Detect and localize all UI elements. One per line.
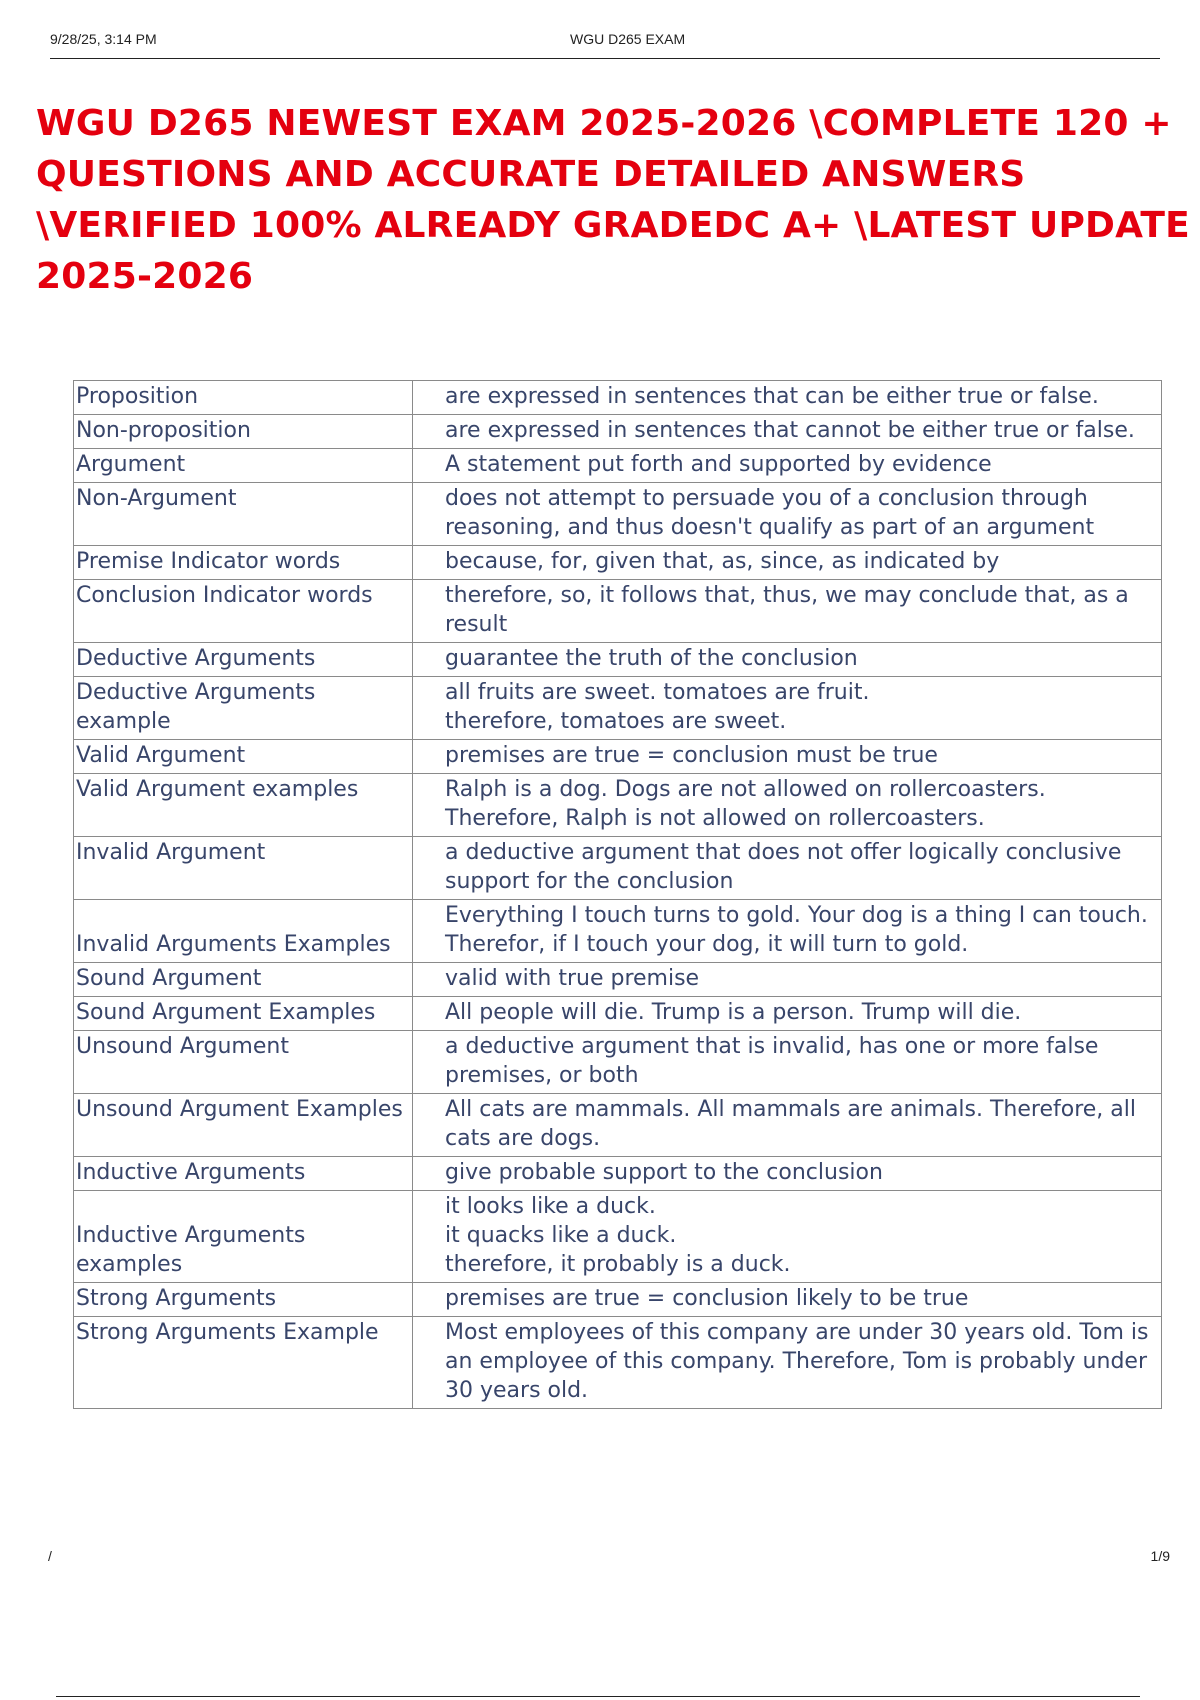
term-cell: Invalid Argument [74,837,413,900]
table-row [74,415,1162,449]
table-row [74,449,1162,483]
term-cell: Valid Argument [74,740,413,774]
term-cell: Strong Arguments Example [74,1317,413,1409]
definition-cell: Ralph is a dog. Dogs are not allowed on rollercoasters. Therefore, Ralph is not allowed on rollercoasters. [413,774,1162,837]
term-cell: Proposition [74,381,413,415]
table-row [74,900,1162,963]
term-cell: Non-proposition [74,415,413,449]
term-cell: Unsound Argument Examples [74,1094,413,1157]
term-cell: Deductive Arguments example [74,677,413,740]
table-row [74,1283,1162,1317]
definition-cell: All people will die. Trump is a person. Trump will die. [413,997,1162,1031]
term-cell: Conclusion Indicator words [74,580,413,643]
table-row [74,1094,1162,1157]
term-cell: Strong Arguments [74,1283,413,1317]
definition-cell: a deductive argument that does not offer logically conclusive support for the conclusion [413,837,1162,900]
definition-cell: does not attempt to persuade you of a conclusion through reasoning, and thus doesn't qualify as part of an argument [413,483,1162,546]
table-row [74,1191,1162,1283]
term-cell: Valid Argument examples [74,774,413,837]
table-row [74,580,1162,643]
definition-cell: are expressed in sentences that can be either true or false. [413,381,1162,415]
print-doc-title: WGU D265 EXAM [570,31,686,47]
definition-cell: valid with true premise [413,963,1162,997]
definition-cell: guarantee the truth of the conclusion [413,643,1162,677]
definition-cell: Everything I touch turns to gold. Your dog is a thing I can touch. Therefor, if I touch your dog, it will turn to gold. [413,900,1162,963]
table-row [74,837,1162,900]
definition-cell: premises are true = conclusion must be true [413,740,1162,774]
table-row [74,1157,1162,1191]
table-row [74,963,1162,997]
table-row [74,546,1162,580]
definition-cell: therefore, so, it follows that, thus, we may conclude that, as a result [413,580,1162,643]
definition-cell: all fruits are sweet. tomatoes are fruit. therefore, tomatoes are sweet. [413,677,1162,740]
table-row [74,997,1162,1031]
flashcard-table [73,380,1162,1409]
term-cell: Argument [74,449,413,483]
table-row [74,483,1162,546]
page-number: 1/9 [1150,1548,1170,1564]
print-datetime: 9/28/25, 3:14 PM [50,31,157,47]
term-cell: Inductive Arguments [74,1157,413,1191]
definition-cell: a deductive argument that is invalid, has one or more false premises, or both [413,1031,1162,1094]
definition-cell: premises are true = conclusion likely to be true [413,1283,1162,1317]
print-header [50,28,1160,59]
term-cell: Non-Argument [74,483,413,546]
definition-cell: are expressed in sentences that cannot be either true or false. [413,415,1162,449]
term-cell: Inductive Arguments examples [74,1191,413,1283]
definition-cell: give probable support to the conclusion [413,1157,1162,1191]
term-cell: Invalid Arguments Examples [74,900,413,963]
term-cell: Premise Indicator words [74,546,413,580]
table-row [74,740,1162,774]
term-cell: Deductive Arguments [74,643,413,677]
definition-cell: A statement put forth and supported by evidence [413,449,1162,483]
term-cell: Sound Argument Examples [74,997,413,1031]
page-title: WGU D265 NEWEST EXAM 2025-2026 \COMPLETE 120 + QUESTIONS AND ACCURATE DETAILED ANSWERS \VERIFIED 100% ALREADY GRADEDC A+ \LATEST UPDATE 2025-2026 [36,103,1190,297]
table-row [74,1317,1162,1409]
definition-cell: All cats are mammals. All mammals are animals. Therefore, all cats are dogs. [413,1094,1162,1157]
term-cell: Sound Argument [74,963,413,997]
bottom-divider [56,1696,1140,1697]
flashcard-table-body [74,381,1162,1409]
term-cell: Unsound Argument [74,1031,413,1094]
table-row [74,643,1162,677]
footer-path: / [48,1548,52,1564]
table-row [74,381,1162,415]
definition-cell: it looks like a duck. it quacks like a duck. therefore, it probably is a duck. [413,1191,1162,1283]
definition-cell: Most employees of this company are under 30 years old. Tom is an employee of this company. Therefore, Tom is probably under 30 years old. [413,1317,1162,1409]
definition-cell: because, for, given that, as, since, as indicated by [413,546,1162,580]
table-row [74,1031,1162,1094]
table-row [74,774,1162,837]
table-row [74,677,1162,740]
